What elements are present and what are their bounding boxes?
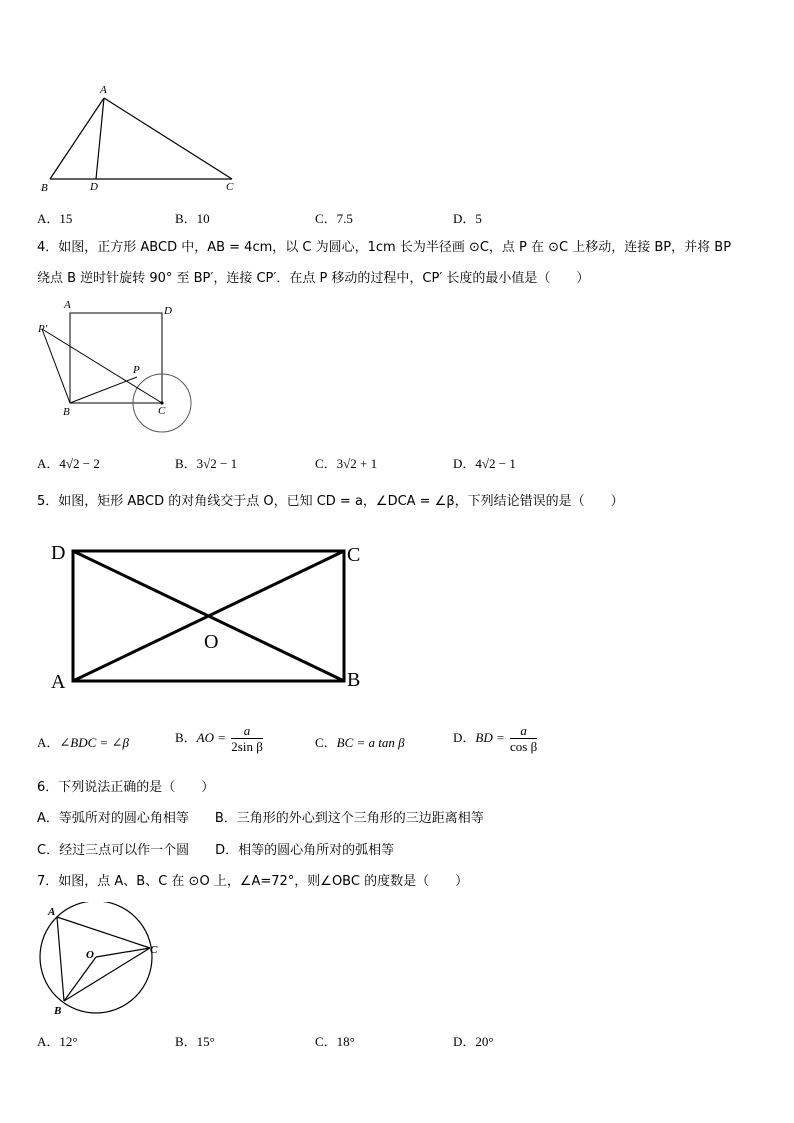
label-O: O [86,949,94,961]
label-C: C [226,181,234,193]
label-C: C [150,944,158,956]
q7-option-b: B．15° [175,1034,215,1049]
label-C: C [158,405,166,417]
q4-option-a: A．4√2 − 2 [37,456,100,471]
label-D: D [51,542,66,564]
q3-option-c: C．7.5 [315,211,353,226]
label-A: A [64,299,71,311]
label-A: A [48,906,56,918]
q5-option-a: A．∠BDC = ∠β [37,735,129,750]
label-P-prime: P′ [38,323,48,335]
q6-line1: A．等弧所对的圆心角相等 B．三角形的外心到这个三角形的三边距离相等 [37,811,484,826]
q7-stem: 7．如图，点 A、B、C 在 ⊙O 上，∠A=72°，则∠OBC 的度数是（ ） [37,874,469,889]
label-B: B [54,1005,62,1017]
label-D: D [90,181,98,193]
q5-option-b: B．AO = $\frac{a}{\text{2sin β}}$ [175,723,263,754]
q7-option-c: C．18° [315,1034,355,1049]
q3-option-b: B．10 [175,211,210,226]
rectangle-figure [45,538,375,693]
triangle-figure [30,78,260,198]
q6-stem: 6．下列说法正确的是（ ） [37,780,215,795]
q4-option-b: B．3√2 − 1 [175,456,238,471]
q4-stem-line1: 4．如图，正方形 ABCD 中，AB = 4cm，以 C 为圆心，1cm 长为半径画 ⊙C，点 P 在 ⊙C 上移动，连接 BP，并将 BP [37,240,732,255]
fraction: $\frac{a}{\text{2sin β}}$ [231,723,263,754]
circle-figure [30,902,170,1022]
label-C: C [347,544,361,566]
label-B: B [41,182,48,194]
fraction: $\frac{a}{\text{cos β}}$ [510,723,538,754]
label-B: B [63,406,70,418]
label-A: A [51,671,66,693]
q5-option-c: C．BC = a tan β [315,735,405,750]
label-A: A [100,84,107,96]
q3-option-d: D．5 [453,211,482,226]
q4-option-d: D．4√2 − 1 [453,456,516,471]
q7-option-a: A．12° [37,1034,78,1049]
label-D: D [164,305,172,317]
q4-option-c: C．3√2 + 1 [315,456,378,471]
q5-stem: 5．如图，矩形 ABCD 的对角线交于点 O，已知 CD = a，∠DCA = ∠β，下列结论错误的是（ ） [37,494,624,509]
square-circle-figure [30,296,200,436]
label-B: B [347,669,361,691]
q5-option-d: D．BD = $\frac{a}{\text{cos β}}$ [453,723,538,754]
q3-option-a: A．15 [37,211,73,226]
q7-option-d: D．20° [453,1034,494,1049]
label-O: O [204,631,219,653]
q4-stem-line2: 绕点 B 逆时针旋转 90° 至 BP′，连接 CP′．在点 P 移动的过程中，CP′ 长度的最小值是（ ） [37,271,590,286]
q6-line2: C．经过三点可以作一个圆 D．相等的圆心角所对的弧相等 [37,843,395,858]
label-P: P [133,364,140,376]
